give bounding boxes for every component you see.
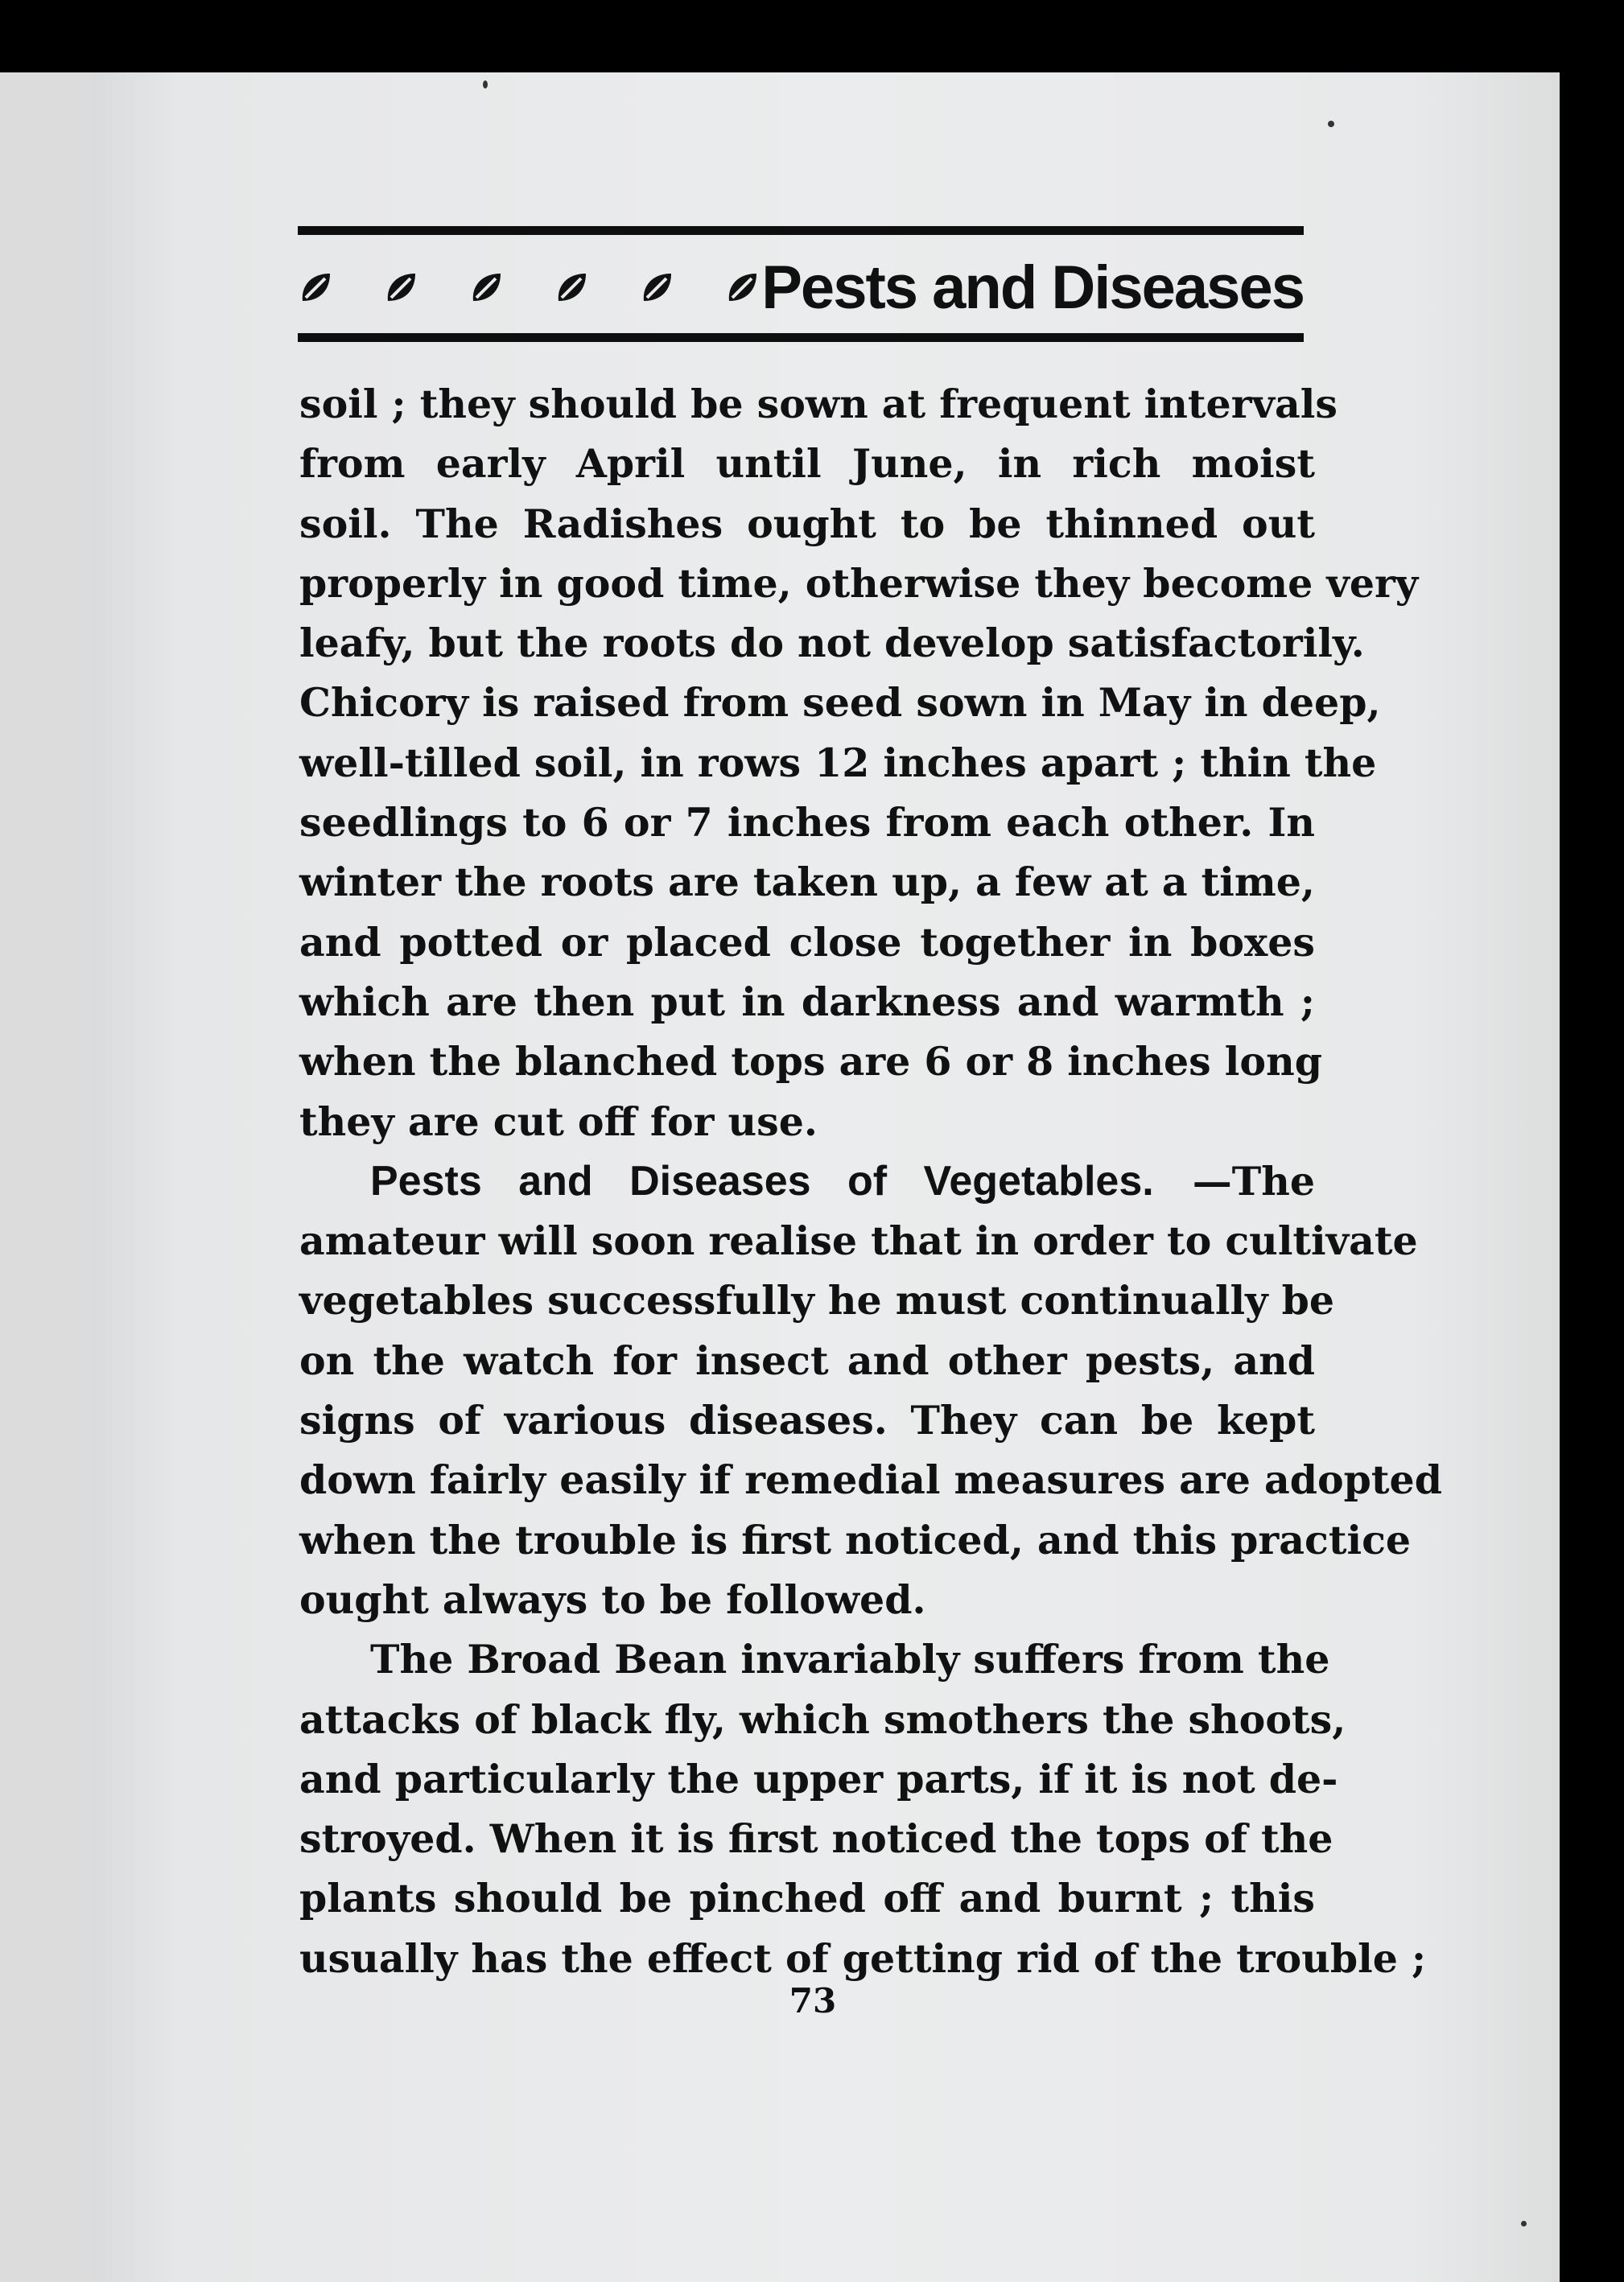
leaf-ornament-icon xyxy=(383,269,420,306)
body-line: usually has the effect of getting rid of the trouble ; xyxy=(299,1934,1427,1982)
leaf-ornament-icon xyxy=(724,269,761,306)
print-speck xyxy=(1521,2221,1527,2226)
body-line: well-tilled soil, in rows 12 inches apart ; thin the xyxy=(299,739,1377,786)
body-line: when the trouble is first noticed, and this practice xyxy=(299,1516,1412,1563)
print-speck xyxy=(483,80,488,89)
ornament-row xyxy=(298,269,761,306)
page-number: 73 xyxy=(789,1981,837,2020)
leaf-ornament-icon xyxy=(639,269,676,306)
body-line: and particularly the upper parts, if it is not de- xyxy=(299,1755,1338,1802)
body-line: attacks of black fly, which smothers the shoots, xyxy=(299,1695,1346,1743)
print-speck xyxy=(1328,121,1334,127)
section-heading: Pests and Diseases of Vegetables. xyxy=(370,1157,1154,1205)
body-line: The Broad Bean invariably suffers from the xyxy=(370,1636,1330,1683)
body-line: seedlings to 6 or 7 inches from each other. In xyxy=(299,799,1315,846)
running-head: Pests and Diseases xyxy=(761,253,1304,322)
body-line: they are cut off for use. xyxy=(299,1098,818,1145)
body-line: when the blanched tops are 6 or 8 inches long xyxy=(299,1038,1322,1085)
body-line: ought always to be followed. xyxy=(299,1576,926,1623)
body-line: soil. The Radishes ought to be thinned out xyxy=(299,500,1315,547)
body-line: properly in good time, otherwise they become very xyxy=(299,559,1419,607)
body-line: plants should be pinched off and burnt ; this xyxy=(299,1875,1315,1922)
body-line: stroyed. When it is first noticed the tops of the xyxy=(299,1815,1333,1863)
page-body-text xyxy=(299,374,1442,1988)
body-line: amateur will soon realise that in order to cultivate xyxy=(299,1217,1418,1265)
body-line: Chicory is raised from seed sown in May in deep, xyxy=(299,679,1381,727)
body-line: on the watch for insect and other pests, and xyxy=(299,1337,1315,1384)
page-header xyxy=(298,249,1304,327)
leaf-ornament-icon xyxy=(298,269,335,306)
leaf-ornament-icon xyxy=(468,269,505,306)
section-heading-continuation: —The xyxy=(1192,1157,1315,1205)
body-line: winter the roots are taken up, a few at a time, xyxy=(299,859,1315,906)
body-line: soil ; they should be sown at frequent intervals xyxy=(299,381,1338,427)
section-heading-line xyxy=(299,1151,1315,1211)
header-bottom-rule xyxy=(298,333,1304,342)
leaf-ornament-icon xyxy=(554,269,591,306)
body-line: from early April until June, in rich moist xyxy=(299,440,1315,488)
body-line: signs of various diseases. They can be kept xyxy=(299,1397,1315,1444)
body-line: which are then put in darkness and warmth ; xyxy=(299,978,1315,1025)
body-line: down fairly easily if remedial measures are adopted xyxy=(299,1456,1442,1504)
body-line: vegetables successfully he must continually be xyxy=(299,1277,1335,1324)
body-line: and potted or placed close together in boxes xyxy=(299,918,1315,966)
header-top-rule xyxy=(298,226,1304,235)
body-line: leafy, but the roots do not develop satisfactorily. xyxy=(299,620,1365,667)
